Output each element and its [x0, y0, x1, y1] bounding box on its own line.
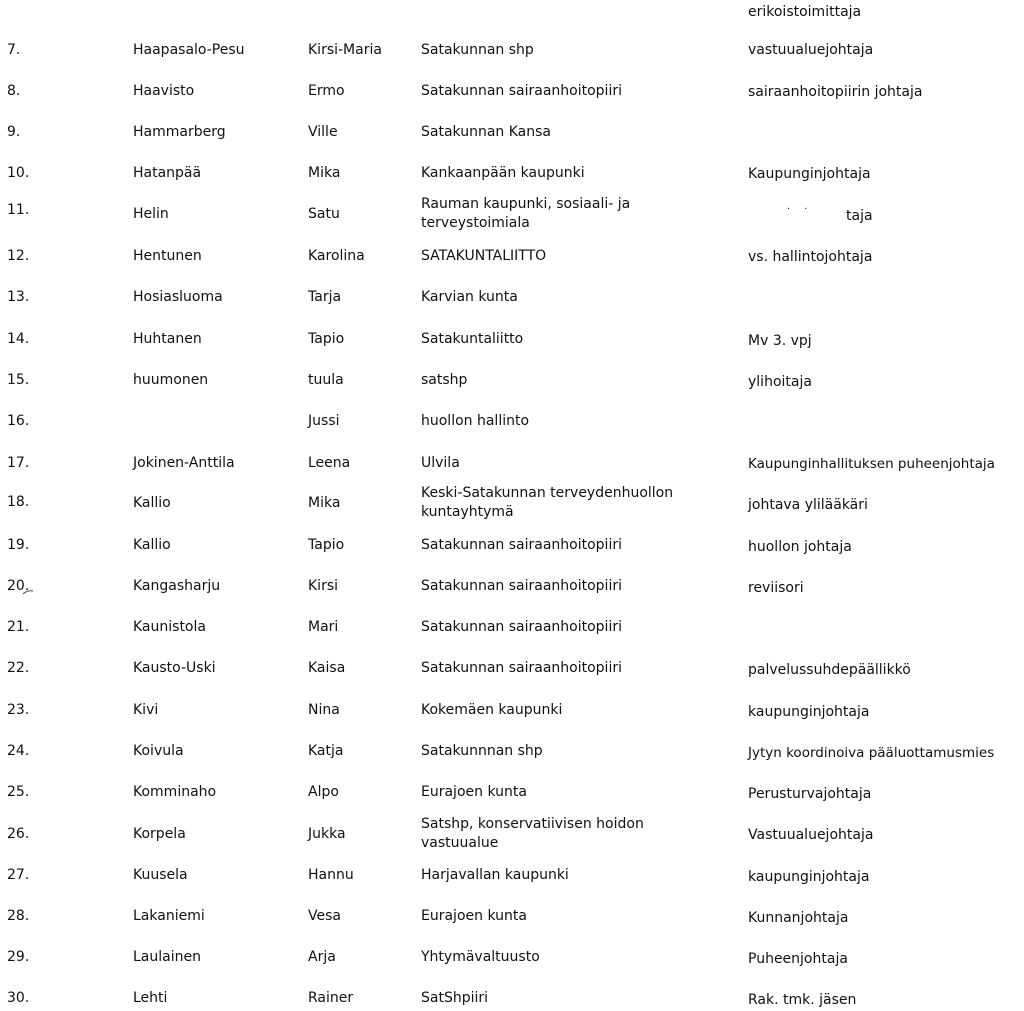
- organization-line-1: Rauman kaupunki, sosiaali- ja: [421, 196, 631, 212]
- header-fragment: erikoistoimittaja: [748, 4, 862, 20]
- row-number: 24.: [7, 743, 30, 759]
- row-number: 18.: [7, 494, 30, 510]
- row-number: 29.: [7, 949, 30, 965]
- last-name: Korpela: [133, 826, 186, 842]
- first-name: Jukka: [308, 826, 346, 842]
- row-number: 21.: [7, 619, 30, 635]
- first-name: Mika: [308, 495, 341, 511]
- last-name: Kuusela: [133, 867, 188, 883]
- last-name: Hatanpää: [133, 165, 202, 181]
- organization: Satakuntaliitto: [421, 331, 524, 347]
- first-name: Jussi: [308, 413, 340, 429]
- organization: Satakunnan Kansa: [421, 124, 551, 140]
- job-title: vastuualuejohtaja: [748, 42, 874, 58]
- job-title: Puheenjohtaja: [748, 951, 848, 967]
- organization: Yhtymävaltuusto: [421, 949, 540, 965]
- organization: SatShpiiri: [421, 990, 489, 1006]
- row-number: 15.: [7, 372, 30, 388]
- row-number: 20.: [7, 578, 30, 594]
- row-number: 12.: [7, 248, 30, 264]
- organization: Satakunnnan shp: [421, 743, 543, 759]
- last-name: Lakaniemi: [133, 908, 205, 924]
- job-title: vs. hallintojohtaja: [748, 249, 873, 265]
- row-number: 26.: [7, 826, 30, 842]
- last-name: Haavisto: [133, 83, 195, 99]
- first-name: Rainer: [308, 990, 354, 1006]
- first-name: Nina: [308, 702, 340, 718]
- row-number: 25.: [7, 784, 30, 800]
- organization: Harjavallan kaupunki: [421, 867, 569, 883]
- first-name: Arja: [308, 949, 336, 965]
- first-name: Hannu: [308, 867, 354, 883]
- row-number: 17.: [7, 455, 30, 471]
- job-title: huollon johtaja: [748, 539, 852, 555]
- last-name: Kaunistola: [133, 619, 206, 635]
- last-name: Jokinen-Anttila: [133, 455, 235, 471]
- job-title: kaupunginjohtaja: [748, 704, 870, 720]
- row-number: 27.: [7, 867, 30, 883]
- job-title: palvelussuhdepäällikkö: [748, 662, 911, 678]
- row-number: 11.: [7, 202, 30, 218]
- last-name: Huhtanen: [133, 331, 202, 347]
- organization: Karvian kunta: [421, 289, 518, 305]
- organization: huollon hallinto: [421, 413, 530, 429]
- last-name: Haapasalo-Pesu: [133, 42, 245, 58]
- organization: satshp: [421, 372, 468, 388]
- job-title: Rak. tmk. jäsen: [748, 992, 857, 1008]
- first-name: Ermo: [308, 83, 345, 99]
- last-name: Laulainen: [133, 949, 201, 965]
- job-title: sairaanhoitopiirin johtaja: [748, 84, 923, 100]
- first-name: Katja: [308, 743, 344, 759]
- job-title: kaupunginjohtaja: [748, 869, 870, 885]
- organization: Satakunnan sairaanhoitopiiri: [421, 537, 622, 553]
- first-name: Mari: [308, 619, 339, 635]
- organization: Satakunnan sairaanhoitopiiri: [421, 660, 622, 676]
- first-name: Satu: [308, 206, 340, 222]
- organization: Eurajoen kunta: [421, 784, 527, 800]
- first-name: Karolina: [308, 248, 365, 264]
- job-title: ylihoitaja: [748, 374, 812, 390]
- first-name: Kaisa: [308, 660, 346, 676]
- first-name: tuula: [308, 372, 344, 388]
- job-title: Kaupunginjohtaja: [748, 166, 871, 182]
- row-number: 19.: [7, 537, 30, 553]
- first-name: Leena: [308, 455, 351, 471]
- first-name: Tapio: [308, 331, 345, 347]
- last-name: Lehti: [133, 990, 168, 1006]
- row-number: 10.: [7, 165, 30, 181]
- first-name: Kirsi-Maria: [308, 42, 382, 58]
- first-name: Ville: [308, 124, 338, 140]
- job-title: Perusturvajohtaja: [748, 786, 872, 802]
- organization: Kankaanpään kaupunki: [421, 165, 585, 181]
- organization-line-1: Satshp, konservatiivisen hoidon: [421, 816, 644, 832]
- job-title: Mv 3. vpj: [748, 333, 812, 349]
- row-number: 30.: [7, 990, 30, 1006]
- last-name: Kallio: [133, 537, 171, 553]
- last-name: Koivula: [133, 743, 184, 759]
- first-name: Alpo: [308, 784, 339, 800]
- row-number: 16.: [7, 413, 30, 429]
- first-name: Mika: [308, 165, 341, 181]
- first-name: Kirsi: [308, 578, 339, 594]
- job-title: Vastuualuejohtaja: [748, 827, 874, 843]
- organization: Ulvila: [421, 455, 460, 471]
- last-name: Kangasharju: [133, 578, 221, 594]
- last-name: Hammarberg: [133, 124, 226, 140]
- organization-line-2: kuntayhtymä: [421, 504, 514, 520]
- organization: Satakunnan sairaanhoitopiiri: [421, 578, 622, 594]
- organization: SATAKUNTALIITTO: [421, 248, 547, 264]
- row-number: 22.: [7, 660, 30, 676]
- last-name: Kausto-Uski: [133, 660, 216, 676]
- last-name: Komminaho: [133, 784, 217, 800]
- organization: Kokemäen kaupunki: [421, 702, 563, 718]
- first-name: Tarja: [308, 289, 342, 305]
- organization-line-2: terveystoimiala: [421, 215, 530, 231]
- organization-line-1: Keski-Satakunnan terveydenhuollon: [421, 485, 674, 501]
- row-number: 8.: [7, 83, 21, 99]
- organization-line-2: vastuualue: [421, 835, 499, 851]
- last-name: huumonen: [133, 372, 209, 388]
- job-title: reviisori: [748, 580, 804, 596]
- row-number: 14.: [7, 331, 30, 347]
- first-name: Tapio: [308, 537, 345, 553]
- row-number: 9.: [7, 124, 21, 140]
- organization: Satakunnan shp: [421, 42, 534, 58]
- row-number: 7.: [7, 42, 21, 58]
- last-name: Hentunen: [133, 248, 202, 264]
- last-name: Kivi: [133, 702, 159, 718]
- job-title: Jytyn koordinoiva pääluottamusmies: [748, 745, 995, 761]
- job-title: johtava ylilääkäri: [748, 497, 868, 513]
- last-name: Kallio: [133, 495, 171, 511]
- job-title: taja: [846, 208, 873, 224]
- job-title: Kaupunginhallituksen puheenjohtaja: [748, 456, 995, 472]
- row-number: 28.: [7, 908, 30, 924]
- last-name: Hosiasluoma: [133, 289, 223, 305]
- last-name: Helin: [133, 206, 169, 222]
- scan-specks: ··: [787, 204, 822, 215]
- organization: Satakunnan sairaanhoitopiiri: [421, 83, 622, 99]
- row-number: 23.: [7, 702, 30, 718]
- first-name: Vesa: [308, 908, 341, 924]
- organization: Satakunnan sairaanhoitopiiri: [421, 619, 622, 635]
- organization: Eurajoen kunta: [421, 908, 527, 924]
- row-number: 13.: [7, 289, 30, 305]
- job-title: Kunnanjohtaja: [748, 910, 849, 926]
- pen-mark-icon: [22, 589, 34, 595]
